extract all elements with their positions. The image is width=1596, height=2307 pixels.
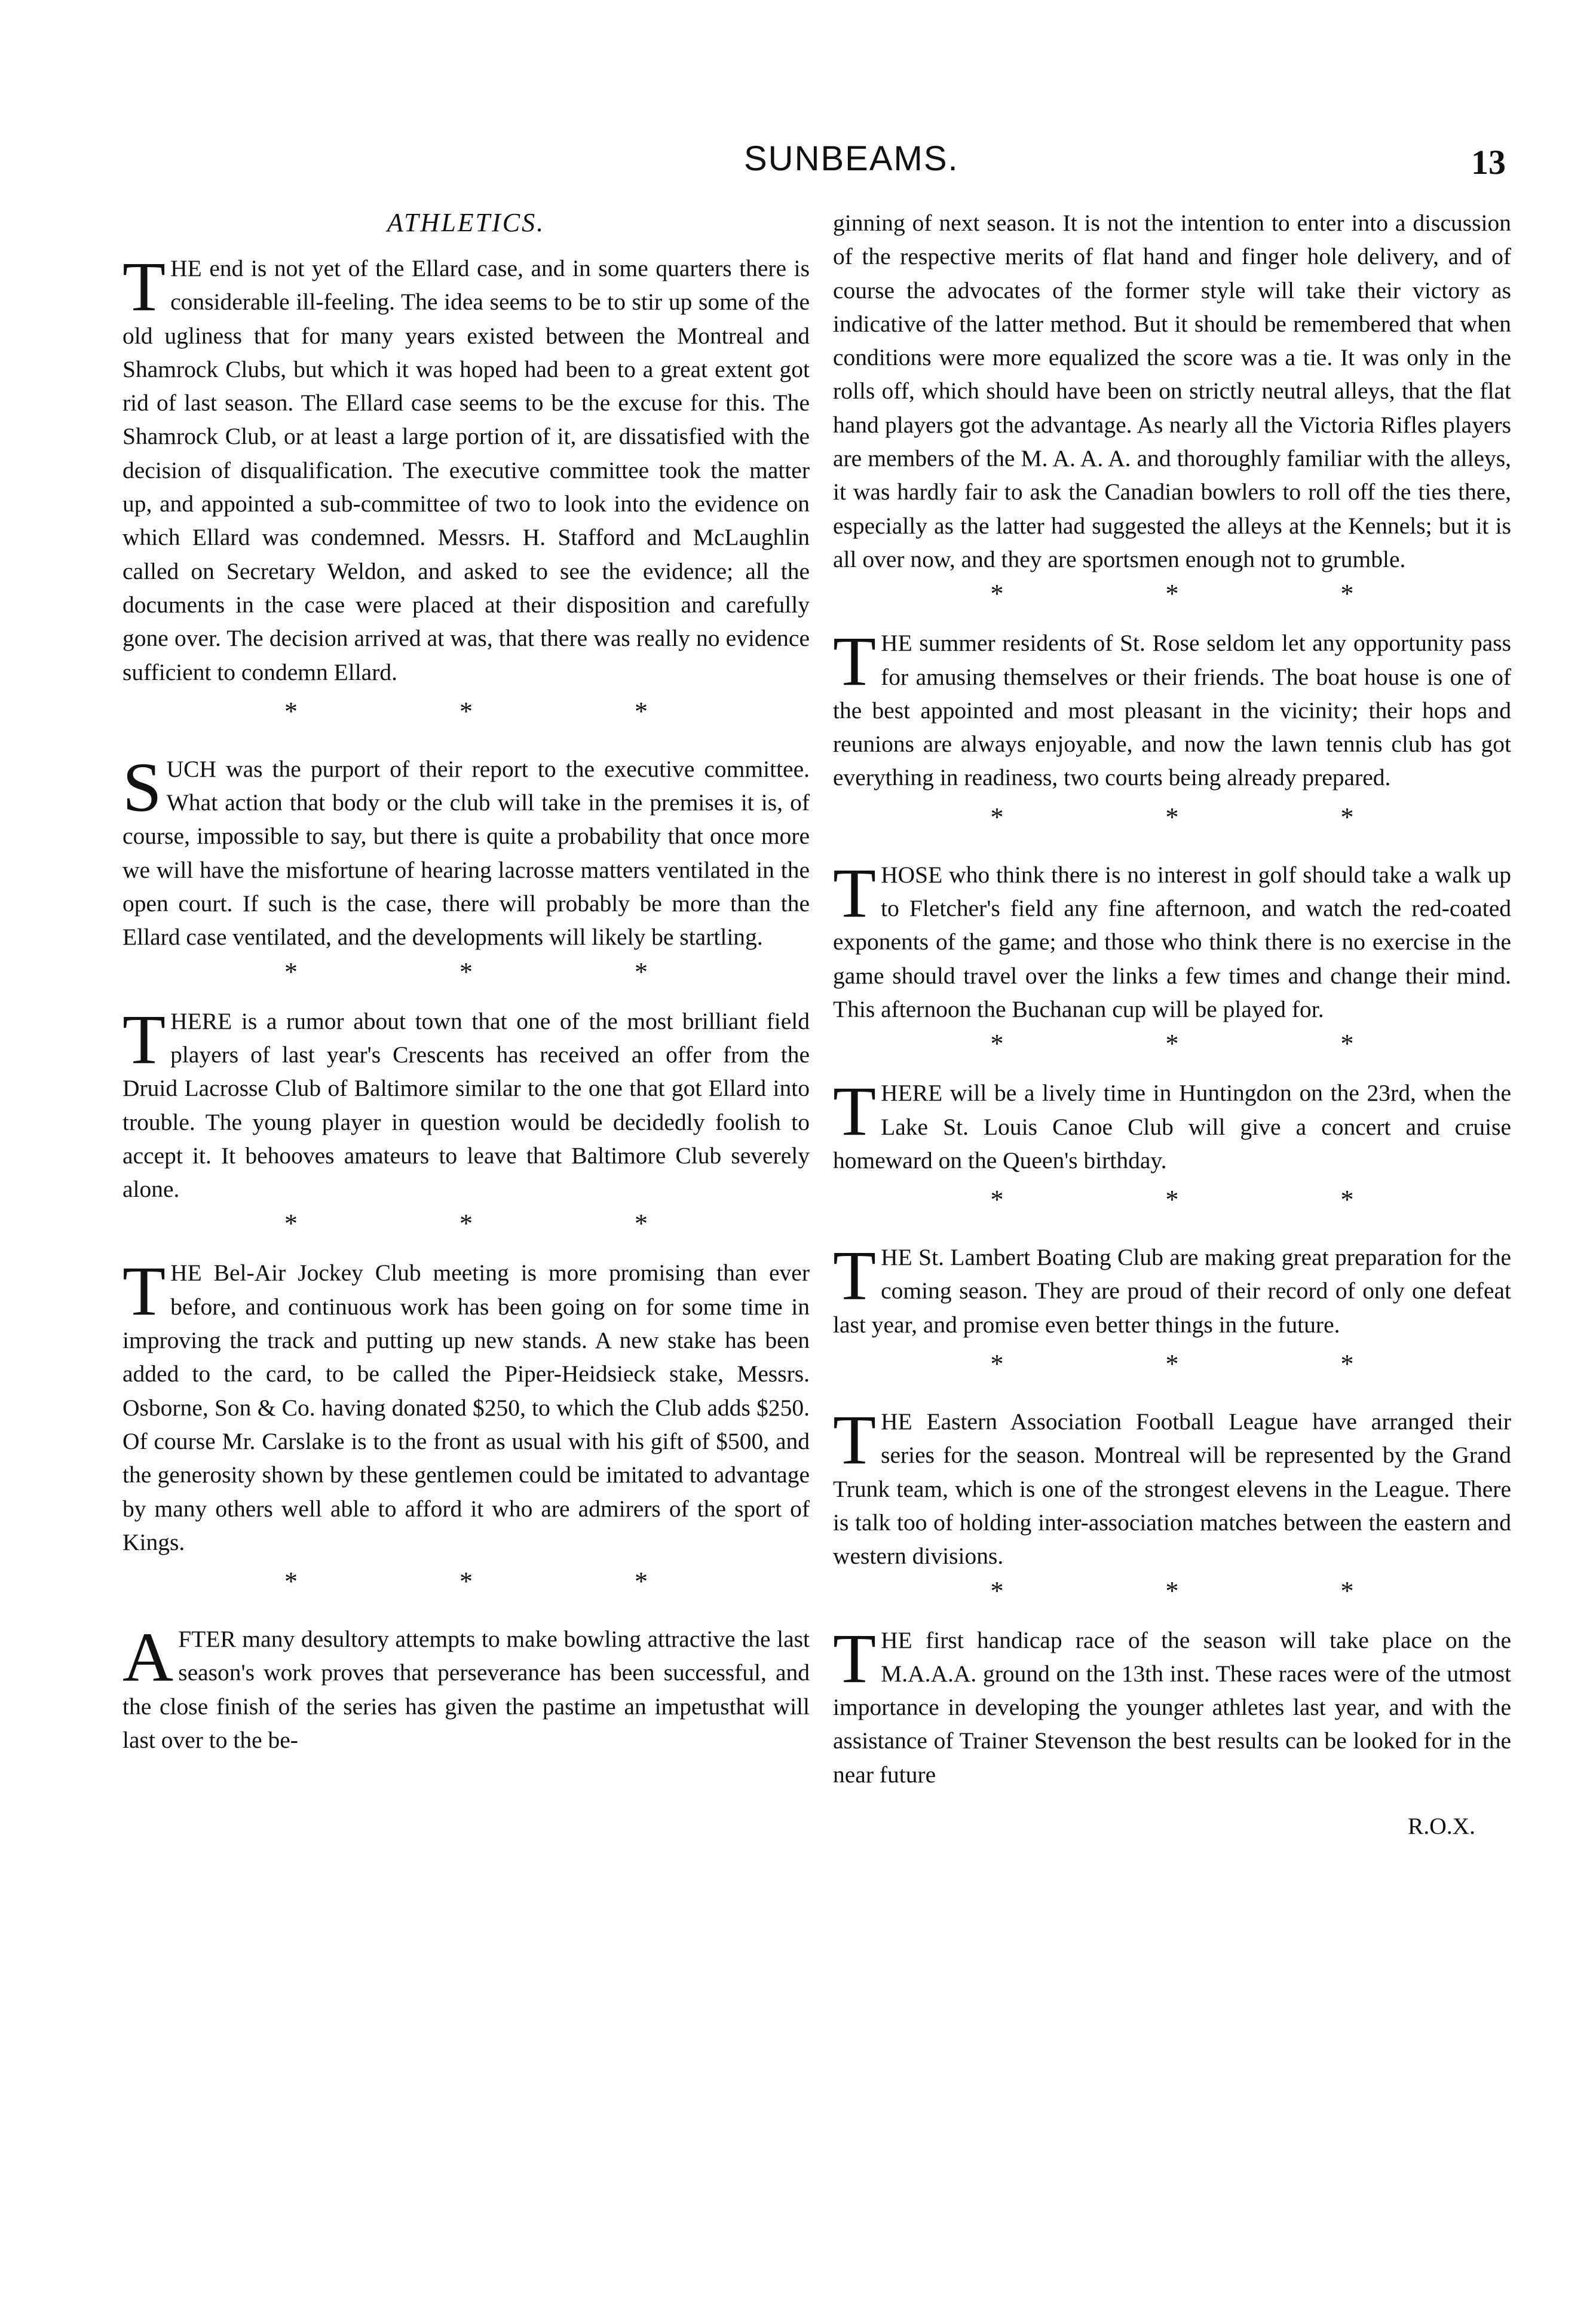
section-separator: * * * [284, 696, 725, 726]
section-separator: * * * [990, 1576, 1432, 1606]
article-paragraph-huntingdon-canoe [833, 1072, 1511, 1177]
paragraph-text: HE end is not yet of the Ellard case, and in some quarters there is considerable ill-feeling. The idea seems to be to stir up some of the old ugliness that for many years existed between the Montreal and Shamrock Clubs, but which it was hoped had been to a great extent got rid of last season. The Ellard case seems to be the excuse for this. The Shamrock Club, or at least a large portion of it, are dissatisfied with the decision of disqualification. The executive committee took the matter up, and appointed a sub-committee of two to look into the evidence on which Ellard was condemned. Messrs. H. Stafford and McLaughlin called on Secretary Weldon, and asked to see the evidence; all the documents in the case were placed at their disposition and carefully gone over. The decision arrived at was, that there was really no evidence sufficient to condemn Ellard. [122, 255, 810, 685]
page-number: 13 [1471, 143, 1506, 182]
paragraph-text: HE St. Lambert Boating Club are making great preparation for the coming season. They are proud of their record of only one defeat last year, and promise even better things in the future. [833, 1244, 1511, 1338]
bowling-continuation: ginning of next season. It is not the intention to enter into a discussion of the respective merits of flat hand and finger hole delivery, and of course the advocates of the former style will take their victory as indicative of the latter method. But it should be remembered that when conditions were more equalized the score was a tie. It was only in the rolls off, which should have been on strictly neutral alleys, that the flat hand players got the advantage. As nearly all the Victoria Rifles players are members of the M. A. A. A. and thoroughly familiar with the alleys, it was hardly fair to ask the Canadian bowlers to roll off the ties there, especially as the latter had suggested the alleys at the Kennels; but it is all over now, and they are sportsmen enough not to grumble. [833, 210, 1511, 572]
drop-cap: T [833, 1236, 877, 1315]
paragraph-text: HERE will be a lively time in Huntingdon on the 23rd, when the Lake St. Louis Canoe Club will give a concert and cruise homeward on the Queen's birthday. [833, 1080, 1511, 1174]
paragraph-text: FTER many desultory attempts to make bowling attractive the last season's work proves that perseverance has been successful, and the close finish of the series has given the pastime an impetusthat will last over to the be- [122, 1626, 810, 1753]
page-header [0, 139, 1596, 192]
drop-cap: A [122, 1618, 174, 1697]
article-paragraph-st-lambert-boating [833, 1236, 1511, 1341]
drop-cap: T [833, 853, 877, 932]
paragraph-text: HE summer residents of St. Rose seldom let any opportunity pass for amusing themselves or their friends. The boat house is one of the best appointed and most pleasant in the vicinity; their hops and reunions are always enjoyable, and now the lawn tennis club has got everything in readiness, two courts being already prepared. [833, 630, 1511, 791]
section-separator: * * * [990, 802, 1432, 832]
drop-cap: T [833, 622, 877, 701]
drop-cap: T [833, 1401, 877, 1479]
paragraph-text: UCH was the purport of their report to the executive committee. What action that body or the club will take in the premises it is, of course, impossible to say, but there is quite a probability that once more we will have the misfortune of hearing lacrosse matters ventilated in the open court. If such is the case, there will probably be more than the Ellard case ventilated, and the developments will likely be startling. [122, 755, 810, 951]
drop-cap: T [122, 247, 166, 326]
drop-cap: T [833, 1619, 877, 1698]
section-separator: * * * [284, 1209, 725, 1239]
section-title: ATHLETICS. [387, 208, 546, 237]
section-separator: * * * [284, 1567, 725, 1597]
running-head: SUNBEAMS. [744, 139, 959, 178]
paragraph-text: HE first handicap race of the season will take place on the M.A.A.A. ground on the 13th inst. These races were of the utmost importance in developing the younger athletes last year, and with the assistance of Trainer Stevenson the best results can be looked for in the near future [833, 1626, 1511, 1788]
drop-cap: T [833, 1072, 877, 1151]
article-paragraph-ellard-case [122, 247, 810, 689]
paragraph-text: HOSE who think there is no interest in golf should take a walk up to Fletcher's field any fine afternoon, and watch the red-coated exponents of the game; and those who think there is no exercise in the game should travel over the links a few times and change their mind. This afternoon the Buchanan cup will be played for. [833, 861, 1511, 1022]
article-paragraph-golf [833, 853, 1511, 1026]
drop-cap: T [122, 1000, 166, 1079]
paragraph-text: HERE is a rumor about town that one of the most brilliant field players of last year's Crescents has received an offer from the Druid Lacrosse Club of Baltimore similar to the one that got Ellard into trouble. The young player in question would be decidedly foolish to accept it. It behooves amateurs to leave that Baltimore Club severely alone. [122, 1007, 810, 1203]
section-separator: * * * [990, 579, 1432, 609]
article-paragraph-bowling [122, 1618, 810, 1757]
paragraph-text: HE Bel-Air Jockey Club meeting is more promising than ever before, and continuous work has been going on for some time in improving the track and putting up new stands. A new stake has been added to the card, to be called the Piper-Heidsieck stake, Messrs. Osborne, Son & Co. having donated $250, to which the Club adds $250. Of course Mr. Carslake is to the front as usual with his gift of $500, and the generosity shown by these gentlemen could be imitated to advantage by many others well able to afford it who are admirers of the sport of Kings. [122, 1260, 810, 1555]
section-separator: * * * [990, 1029, 1432, 1059]
article-paragraph-handicap-race [833, 1619, 1511, 1791]
section-separator: * * * [990, 1349, 1432, 1379]
paragraph-text: HE Eastern Association Football League have arranged their series for the season. Montreal will be represented by the Grand Trunk team, which is one of the strongest elevens in the League. There is talk too of holding inter-association matches between the eastern and western divisions. [833, 1408, 1511, 1570]
section-separator: * * * [990, 1185, 1432, 1215]
article-paragraph-football-league [833, 1401, 1511, 1573]
left-column [122, 206, 810, 1757]
article-paragraph-bel-air-jockey-club [122, 1252, 810, 1559]
article-paragraph-st-rose [833, 622, 1511, 794]
drop-cap: T [122, 1252, 166, 1331]
drop-cap: S [122, 747, 162, 826]
author-signature: R.O.X. [1407, 1812, 1475, 1839]
article-paragraph-druid-club-rumor [122, 1000, 810, 1206]
right-column [833, 206, 1511, 1843]
article-paragraph-executive-committee [122, 747, 810, 954]
section-separator: * * * [284, 957, 725, 986]
